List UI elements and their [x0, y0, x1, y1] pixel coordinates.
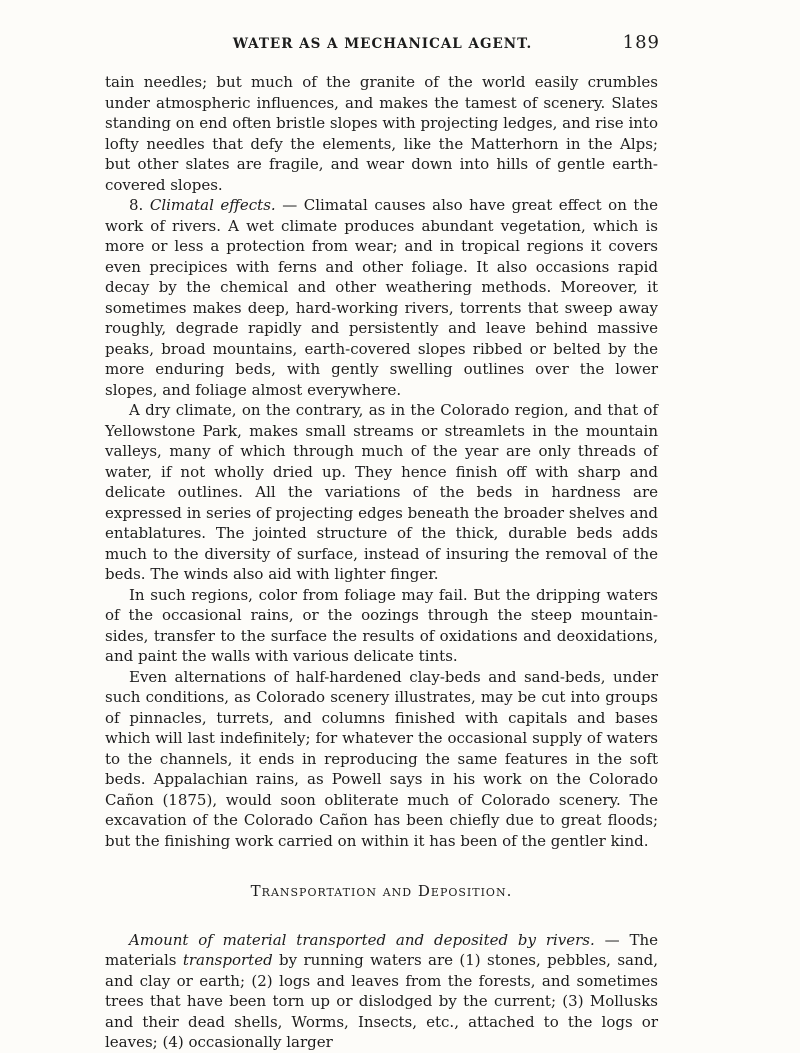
running-head: WATER AS A MECHANICAL AGENT.	[232, 36, 533, 52]
body-text	[105, 72, 658, 1053]
paragraph-5: Even alternations of half-hardened clay-beds and sand-beds, under such conditions, as Colorado scenery illustrates, may be cut into groups of pinnacles, turrets, and columns finished with capitals and bases which will last indefinitely; for whatever the occasional supply of waters to the channels, it ends in reproducing the same features in the soft beds. Appalachian rains, as Powell says in his work on the Colorado Cañon (1875), would soon obliterate much of Colorado scenery. The excavation of the Colorado Cañon has been chiefly due to great floods; but the finishing work carried on within it has been of the gentler kind.	[105, 667, 658, 850]
em-dash: —	[275, 196, 304, 214]
paragraph-text-a: The materials	[105, 930, 658, 969]
paragraph-text: Climatal causes also have great effect on the work of rivers. A wet climate produces abundant vegetation, which is more or less a protection from wear; and in tropical regions it covers even precipices with ferns and other foliage. It also occasions rapid decay by the chemical and other weathering methods. Moreover, it sometimes makes deep, hard-working rivers, torrents that sweep away roughly, degrade rapidly and persistently and leave behind massive peaks, broad mountains, earth-covered slopes ribbed or belted by the more enduring beds, with gently swelling outlines over the lower slopes, and foliage almost everywhere.	[105, 196, 658, 399]
paragraph-1: tain needles; but much of the granite of the world easily crumbles under atmospheric influences, and makes the tamest of scenery. Slates standing on end often bristle slopes with projecting ledges, and rise into lofty needles that defy the elements, like the Matterhorn in the Alps; but other slates are fragile, and wear down into hills of gentle earth-covered slopes.	[105, 73, 658, 194]
paragraph-6	[105, 930, 658, 1053]
paragraph-2	[105, 195, 658, 400]
paragraph-4: In such regions, color from foliage may fail. But the dripping waters of the occasional rains, or the oozings through the steep mountain-sides, transfer to the surface the results of oxidations and deoxidations, and paint the walls with various delicate tints.	[105, 585, 658, 665]
paragraph-title: Amount of material transported and deposited by rivers.	[129, 930, 595, 949]
italic-word: transported	[182, 951, 273, 969]
paragraph-3: A dry climate, on the contrary, as in the Colorado region, and that of Yellowstone Park, makes small streams or streamlets in the mountain valleys, many of which through much of the year are only threads of water, if not wholly dried up. They hence finish off with sharp and delicate outlines. All the variations of the beds in hardness are expressed in series of projecting edges beneath the broader shelves and entablatures. The jointed structure of the thick, durable beds adds much to the diversity of surface, instead of insuring the removal of the beds. The winds also aid with lighter finger.	[105, 401, 658, 583]
section-heading: Transportation and Deposition.	[250, 882, 513, 900]
em-dash: —	[594, 930, 630, 949]
page-number: 189	[622, 32, 660, 53]
section-number: 8.	[129, 196, 144, 214]
paragraph-text-b: by running waters are (1) stones, pebbles, sand, and clay or earth; (2) logs and leaves from the forests, and sometimes trees that have been torn up or dislodged by the current; (3) Mollusks and their dead shells, Worms, Insects, etc., attached to the logs or leaves; (4) occasionally larger	[105, 951, 658, 1051]
paragraph-title: Climatal effects.	[149, 196, 276, 214]
